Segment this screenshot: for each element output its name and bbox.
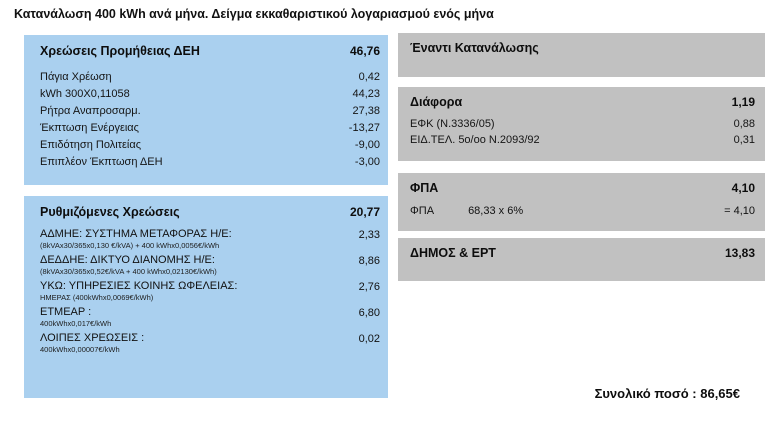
supply-charges-box (24, 35, 388, 185)
item-value: -9,00 (354, 139, 380, 151)
table-row (40, 120, 380, 137)
item-label: ΕΙΔ.ΤΕΛ. 5ο/οο Ν.2093/92 (410, 134, 540, 146)
item-value: -3,00 (354, 156, 380, 168)
item-value: 0,31 (733, 134, 755, 146)
vat-row-value: = 4,10 (724, 205, 755, 217)
municipality-ert-box (398, 238, 765, 281)
misc-charges-title: Διάφορα (410, 95, 463, 109)
supply-charges-items (40, 69, 380, 171)
regulated-charges-items (40, 228, 380, 355)
table-row (40, 306, 380, 329)
item-labels (40, 332, 144, 355)
item-value: -13,27 (348, 122, 380, 134)
regulated-charges-content (24, 196, 388, 367)
vat-box (398, 173, 765, 231)
table-row (410, 132, 755, 148)
regulated-charges-title: Ρυθμιζόμενες Χρεώσεις (40, 205, 180, 219)
municipality-ert-total: 13,83 (724, 246, 755, 260)
advance-consumption-box (398, 33, 765, 77)
table-row (40, 69, 380, 86)
misc-charges-content (398, 87, 765, 156)
table-row (40, 228, 380, 251)
advance-consumption-title: Έναντι Κατανάλωσης (410, 41, 539, 55)
item-labels (40, 228, 232, 251)
table-row (410, 205, 755, 217)
table-row (40, 154, 380, 171)
item-sublabel: 400kWhx0,017€/kWh (40, 319, 112, 328)
regulated-charges-total: 20,77 (349, 205, 380, 219)
item-value: 0,02 (358, 333, 380, 345)
table-row (40, 280, 380, 303)
total-amount: Συνολικό ποσό : 86,65€ (594, 386, 740, 401)
table-row (40, 332, 380, 355)
table-row (40, 86, 380, 103)
vat-title: ΦΠΑ (410, 181, 439, 195)
table-row (40, 103, 380, 120)
item-label: ΕΤΜΕΑΡ : (40, 306, 92, 318)
regulated-charges-header (40, 205, 380, 219)
item-labels (40, 306, 111, 329)
item-value: 6,80 (358, 307, 380, 319)
item-label: Έκπτωση Ενέργειας (40, 122, 139, 134)
vat-calculation: 68,33 x 6% (468, 205, 524, 217)
municipality-ert-header (410, 246, 755, 260)
municipality-ert-content (398, 238, 765, 268)
vat-content (398, 173, 765, 225)
item-label: ΑΔΜΗΕ: ΣΥΣΤΗΜΑ ΜΕΤΑΦΟΡΑΣ Η/Ε: (40, 228, 232, 240)
page-title: Κατανάλωση 400 kWh ανά μήνα. Δείγμα εκκαθαριστικού λογαριασμού ενός μήνα (14, 7, 494, 21)
table-row (40, 137, 380, 154)
supply-charges-total: 46,76 (349, 44, 380, 58)
item-label: Πάγια Χρέωση (40, 71, 112, 83)
item-value: 0,88 (733, 118, 755, 130)
item-sublabel: (8kVAx30/365x0,130 €/kVA) + 400 kWhx0,0056€/kWh (40, 241, 220, 250)
item-label: kWh 300X0,11058 (40, 88, 130, 100)
item-sublabel: (8kVAx30/365x0,52€/kVA + 400 kWhx0,02130€/kWh) (40, 267, 217, 276)
advance-consumption-content (398, 33, 765, 63)
item-label: ΕΦΚ (Ν.3336/05) (410, 118, 495, 130)
regulated-charges-box (24, 196, 388, 398)
item-sublabel: ΗΜΕΡΑΣ (400kWhx0,0069€/kWh) (40, 293, 154, 302)
item-labels (40, 254, 217, 277)
supply-charges-content (24, 35, 388, 180)
vat-header (410, 181, 755, 195)
vat-row-label: ΦΠΑ (410, 205, 435, 217)
table-row (410, 116, 755, 132)
municipality-ert-title: ΔΗΜΟΣ & ΕΡΤ (410, 246, 496, 260)
misc-charges-total: 1,19 (731, 95, 755, 109)
misc-charges-box (398, 87, 765, 161)
item-value: 27,38 (352, 105, 380, 117)
item-label: ΛΟΙΠΕΣ ΧΡΕΩΣΕΙΣ : (40, 332, 145, 344)
item-labels (40, 280, 237, 303)
item-value: 8,86 (358, 255, 380, 267)
supply-charges-title: Χρεώσεις Προμήθειας ΔΕΗ (40, 44, 200, 58)
item-label: Επιπλέον Έκπτωση ΔΕΗ (40, 156, 163, 168)
item-label: Ρήτρα Αναπροσαρμ. (40, 105, 141, 117)
item-value: 2,33 (358, 229, 380, 241)
item-value: 2,76 (358, 281, 380, 293)
table-row (40, 254, 380, 277)
item-label: ΥΚΩ: ΥΠΗΡΕΣΙΕΣ ΚΟΙΝΗΣ ΩΦΕΛΕΙΑΣ: (40, 280, 238, 292)
misc-charges-header (410, 95, 755, 109)
item-sublabel: 400kWhx0,00007€/kWh (40, 345, 120, 354)
item-value: 0,42 (358, 71, 380, 83)
item-label: Επιδότηση Πολιτείας (40, 139, 142, 151)
item-value: 44,23 (352, 88, 380, 100)
supply-charges-header (40, 44, 380, 58)
vat-total: 4,10 (731, 181, 755, 195)
item-label: ΔΕΔΔΗΕ: ΔΙΚΤΥΟ ΔΙΑΝΟΜΗΣ Η/Ε: (40, 254, 215, 266)
advance-consumption-header (410, 41, 755, 55)
misc-charges-items (410, 116, 755, 148)
